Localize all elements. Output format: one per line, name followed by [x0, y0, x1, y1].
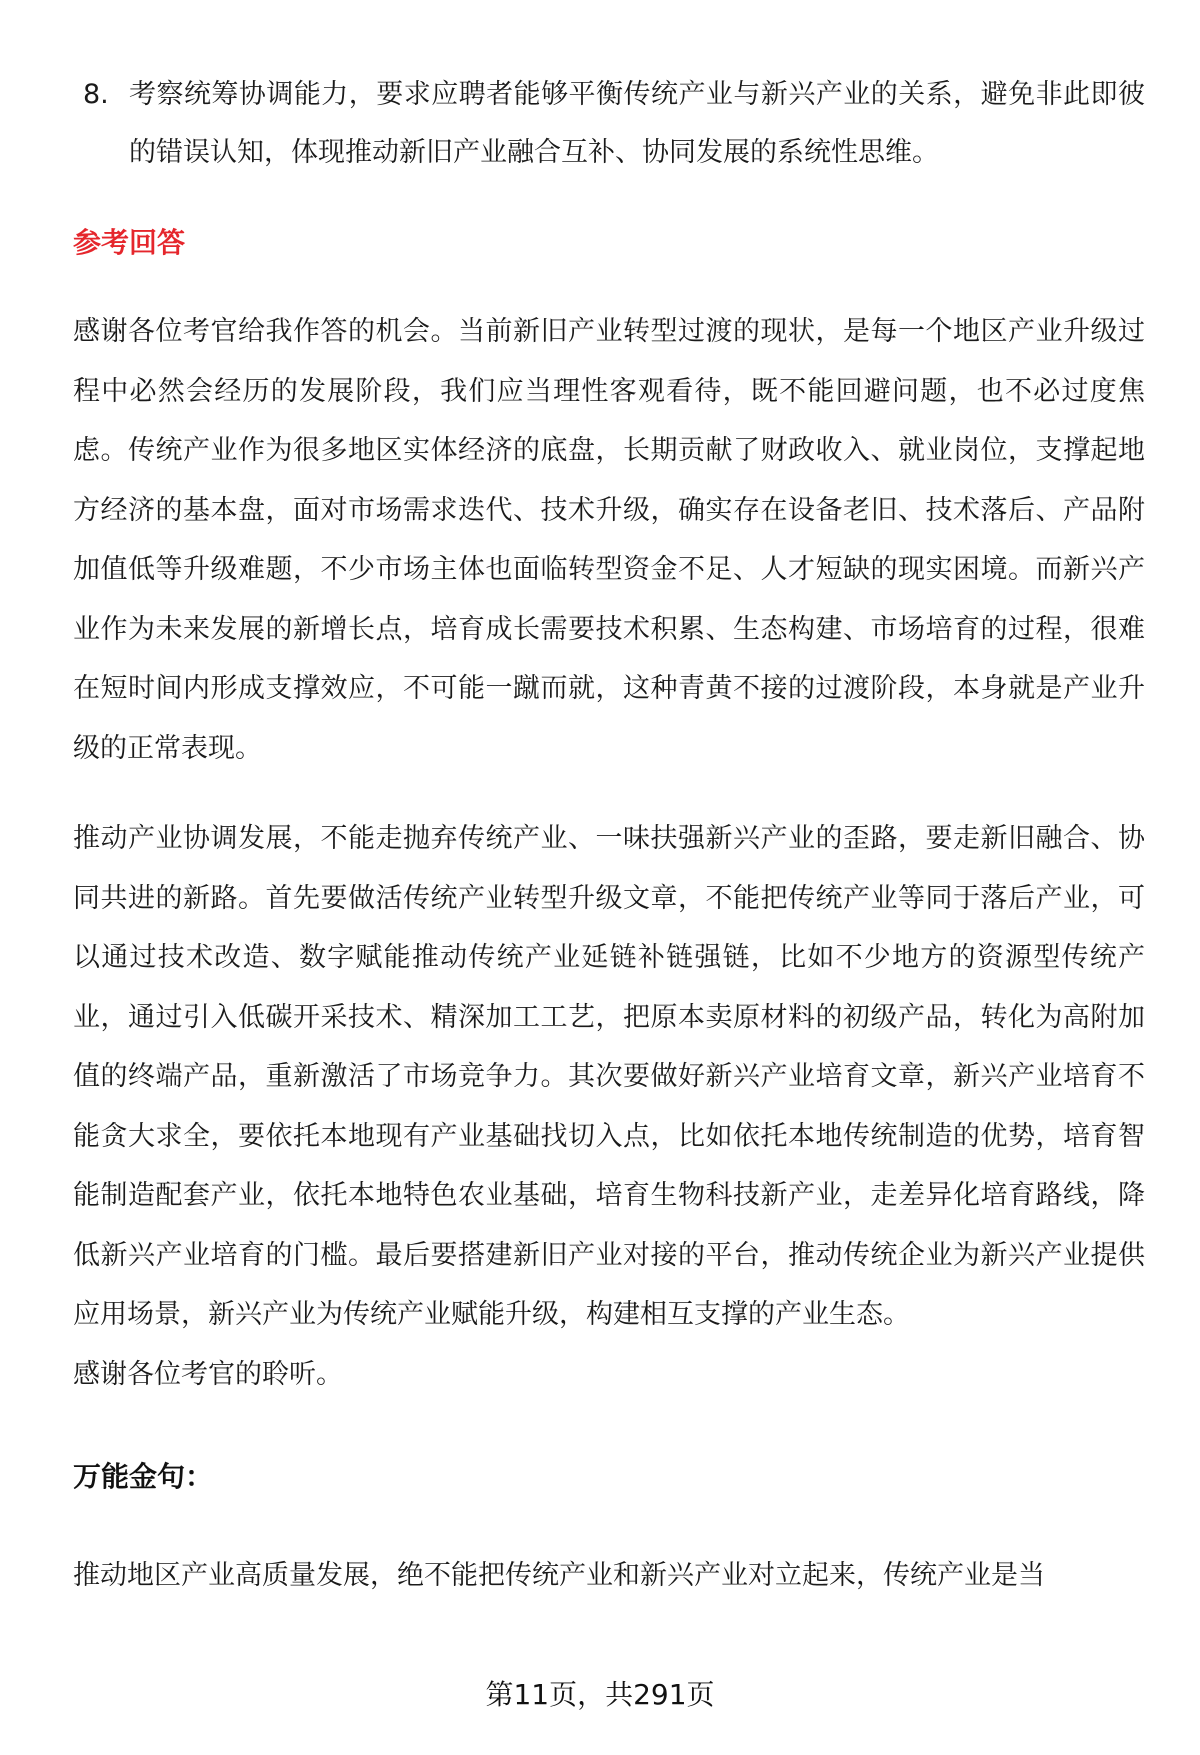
answer-closing: 感谢各位考官的聆听。 [73, 1358, 343, 1390]
list-item-8 [83, 66, 1145, 182]
list-item-number: 8. [83, 79, 109, 110]
list-item-text: 考察统筹协调能力，要求应聘者能够平衡传统产业与新兴产业的关系，避免非此即彼的错误认知，体现推动新旧产业融合互补、协同发展的系统性思维。 [129, 79, 1145, 168]
page-number-footer: 第11页，共291页 [485, 1678, 715, 1711]
answer-paragraph-1: 感谢各位考官给我作答的机会。当前新旧产业转型过渡的现状，是每一个地区产业升级过程中必然会经历的发展阶段，我们应当理性客观看待，既不能回避问题，也不必过度焦虑。传统产业作为很多地区实体经济的底盘，长期贡献了财政收入、就业岗位，支撑起地方经济的基本盘，面对市场需求迭代、技术升级，确实存在设备老旧、技术落后、产品附加值低等升级难题，不少市场主体也面临转型资金不足、人才短缺的现实困境。而新兴产业作为未来发展的新增长点，培育成长需要技术积累、生态构建、市场培育的过程，很难在短时间内形成支撑效应，不可能一蹴而就，这种青黄不接的过渡阶段，本身就是产业升级的正常表现。 [73, 316, 1145, 764]
page-content [73, 66, 1145, 1606]
answer-paragraph-2: 推动产业协调发展，不能走抛弃传统产业、一味扶强新兴产业的歪路，要走新旧融合、协同共进的新路。首先要做活传统产业转型升级文章，不能把传统产业等同于落后产业，可以通过技术改造、数字赋能推动传统产业延链补链强链，比如不少地方的资源型传统产业，通过引入低碳开采技术、精深加工工艺，把原本卖原材料的初级产品，转化为高附加值的终端产品，重新激活了市场竞争力。其次要做好新兴产业培育文章，新兴产业培育不能贪大求全，要依托本地现有产业基础找切入点，比如依托本地传统制造的优势，培育智能制造配套产业，依托本地特色农业基础，培育生物科技新产业，走差异化培育路线，降低新兴产业培育的门槛。最后要搭建新旧产业对接的平台，推动传统企业为新兴产业提供应用场景，新兴产业为传统产业赋能升级，构建相互支撑的产业生态。 [73, 823, 1145, 1330]
reference-answer-heading: 参考回答 [73, 226, 186, 259]
golden-sentence-heading: 万能金句： [73, 1460, 214, 1493]
golden-sentence-text: 推动地区产业高质量发展，绝不能把传统产业和新兴产业对立起来，传统产业是当 [73, 1560, 1045, 1591]
